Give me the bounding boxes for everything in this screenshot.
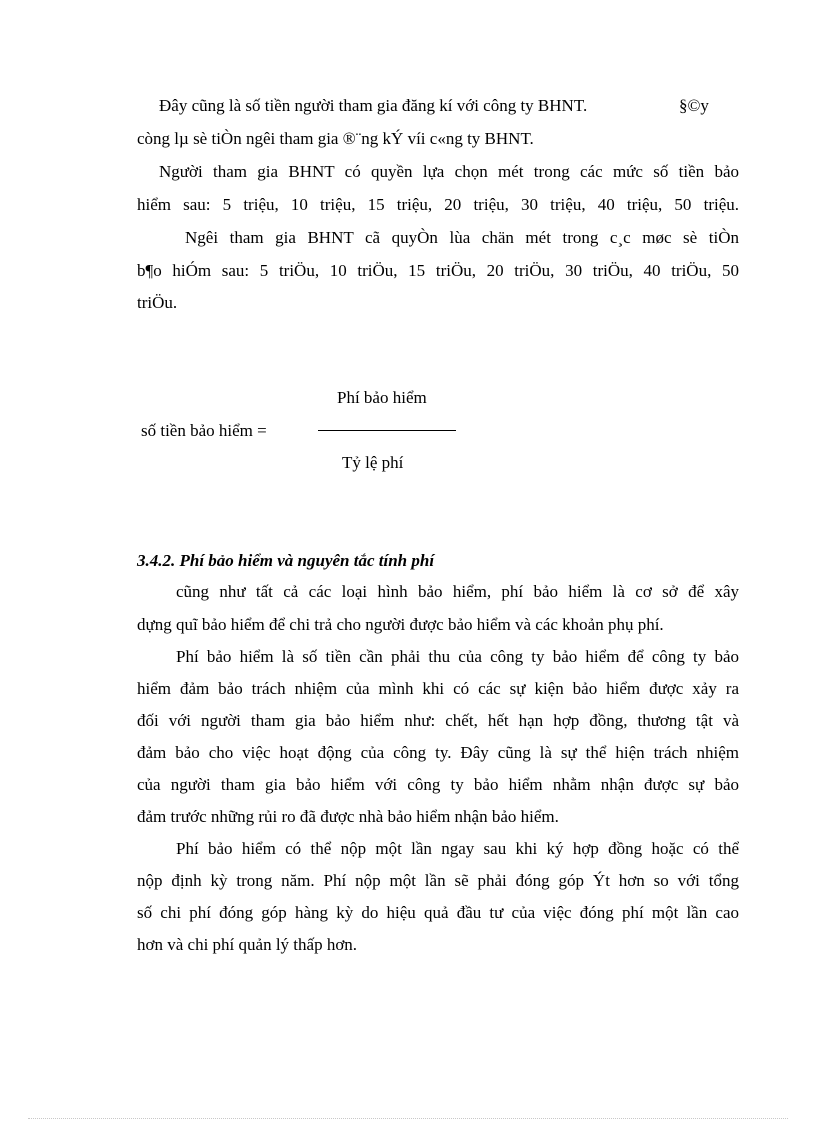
para1-garbled-word: §©y xyxy=(679,96,709,115)
para3-line2: b¶o hiÓm sau: 5 triÖu, 10 triÖu, 15 triÖu, 20 triÖu, 30 triÖu, 40 triÖu, 50 xyxy=(137,261,739,280)
section-para2-line2: hiểm đảm bảo trách nhiệm của mình khi có các sự kiện bảo hiểm được xảy ra xyxy=(137,679,739,698)
formula-numerator: Phí bảo hiểm xyxy=(337,388,427,407)
section-para2-line1: Phí bảo hiểm là số tiền cần phải thu của công ty bảo hiểm để công ty bảo xyxy=(176,647,739,666)
section-para3-line3: số chi phí đóng góp hàng kỳ do hiệu quả đầu tư của việc đóng phí một lần cao xyxy=(137,903,739,922)
para2-line2: hiểm sau: 5 triệu, 10 triệu, 15 triệu, 20 triệu, 30 triệu, 40 triệu, 50 triệu. xyxy=(137,195,739,214)
section-para2-line5: của người tham gia bảo hiểm với công ty bảo hiểm nhằm nhận được sự bảo xyxy=(137,775,739,794)
formula-denominator: Tỷ lệ phí xyxy=(342,453,404,472)
section-para3-line4: hơn và chi phí quản lý thấp hơn. xyxy=(137,935,358,954)
section-para2-line4: đảm bảo cho việc hoạt động của công ty. Đây cũng là sự thể hiện trách nhiệm xyxy=(137,743,739,762)
section-para3-line2: nộp định kỳ trong năm. Phí nộp một lần sẽ phải đóng góp Ýt hơn so với tổng xyxy=(137,871,739,890)
formula-fraction-bar xyxy=(318,430,456,431)
page-bottom-border xyxy=(28,1118,788,1119)
formula-lhs: số tiền bảo hiểm = xyxy=(141,421,267,440)
para1-line2: còng lµ sè tiÒn ngêi tham gia ®¨ng kÝ víi c«ng ty BHNT. xyxy=(137,129,534,148)
section-para1-line2: dựng quĩ bảo hiểm để chi trả cho người được bảo hiểm và các khoản phụ phí. xyxy=(137,615,664,634)
para2-line1: Người tham gia BHNT có quyền lựa chọn mét trong các mức số tiền bảo xyxy=(159,162,739,181)
section-heading: 3.4.2. Phí bảo hiểm và nguyên tắc tính phí xyxy=(137,551,435,570)
section-para2-line3: đối với người tham gia bảo hiểm như: chết, hết hạn hợp đồng, thương tật và xyxy=(137,711,739,730)
section-para1-line1: cũng như tất cả các loại hình bảo hiểm, phí bảo hiểm là cơ sở để xây xyxy=(176,582,739,601)
para3-line1: Ngêi tham gia BHNT cã quyÒn lùa chän mét trong c¸c møc sè tiÒn xyxy=(185,228,739,247)
para1-line1: Đây cũng là số tiền người tham gia đăng kí với công ty BHNT. xyxy=(159,96,588,115)
para3-line3: triÖu. xyxy=(137,293,178,312)
section-para2-line6: đảm trước những rủi ro đã được nhà bảo hiểm nhận bảo hiểm. xyxy=(137,807,559,826)
section-para3-line1: Phí bảo hiểm có thể nộp một lần ngay sau khi ký hợp đồng hoặc có thể xyxy=(176,839,739,858)
